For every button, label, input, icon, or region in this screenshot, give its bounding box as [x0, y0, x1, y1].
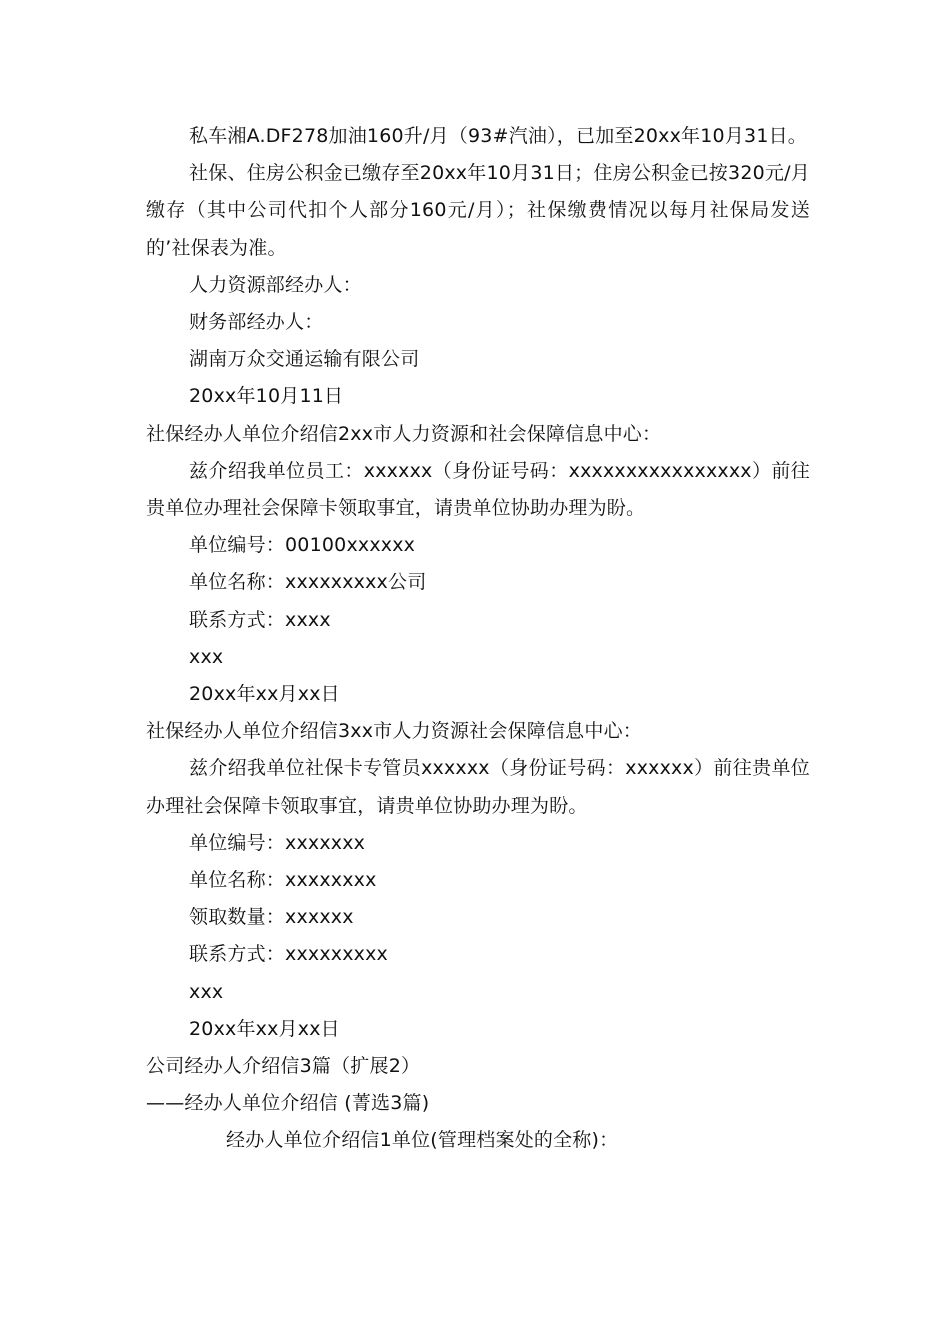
paragraph-letter-3-body: 兹介绍我单位社保卡专管员xxxxxx（身份证号码：xxxxxx）前往贵单位办理社会保障卡领取事宜，请贵单位协助办理为盼。 [146, 757, 810, 817]
heading-selected: ——经办人单位介绍信 (菁选3篇) [146, 1092, 430, 1115]
paragraph-date-1: 20xx年10月11日 [189, 385, 344, 408]
paragraph-finance-handler: 财务部经办人： [189, 311, 324, 334]
paragraph-letter-2-date: 20xx年xx月xx日 [189, 683, 340, 706]
paragraph-letter-2-unit-id: 单位编号：00100xxxxxx [189, 534, 416, 557]
paragraph-letter-3-contact: 联系方式：xxxxxxxxx [189, 943, 388, 966]
document-body [146, 118, 810, 1160]
paragraph-letter-1-start: 经办人单位介绍信1单位(管理档案处的全称)： [226, 1129, 619, 1152]
paragraph-letter-2-signer: xxx [189, 645, 224, 668]
heading-letter-2: 社保经办人单位介绍信2xx市人力资源和社会保障信息中心： [146, 422, 662, 445]
paragraph-letter-3-quantity: 领取数量：xxxxxx [189, 906, 354, 929]
paragraph-company-name: 湖南万众交通运输有限公司 [189, 348, 420, 371]
paragraph-letter-2-contact: 联系方式：xxxx [189, 608, 331, 631]
paragraph-letter-2-unit-name: 单位名称：xxxxxxxxx公司 [189, 571, 427, 594]
heading-letter-3: 社保经办人单位介绍信3xx市人力资源社会保障信息中心： [146, 720, 642, 743]
paragraph-letter-3-unit-id: 单位编号：xxxxxxx [189, 831, 366, 854]
paragraph-letter-3-unit-name: 单位名称：xxxxxxxx [189, 869, 377, 892]
paragraph-letter-3-date: 20xx年xx月xx日 [189, 1017, 340, 1040]
paragraph-fuel-record: 私车湘A.DF278加油160升/月（93#汽油），已加至20xx年10月31日。 [189, 125, 808, 147]
heading-extension: 公司经办人介绍信3篇（扩展2） [146, 1055, 421, 1078]
paragraph-letter-3-signer: xxx [189, 980, 224, 1003]
paragraph-social-security: 社保、住房公积金已缴存至20xx年10月31日；住房公积金已按320元/月缴存（其中公司代扣个人部分160元/月）；社保缴费情况以每月社保局发送的’社保表为准。 [146, 162, 810, 259]
paragraph-letter-2-body: 兹介绍我单位员工：xxxxxx（身份证号码：xxxxxxxxxxxxxxxx）前往贵单位办理社会保障卡领取事宜，请贵单位协助办理为盼。 [146, 459, 810, 520]
paragraph-hr-handler: 人力资源部经办人： [189, 273, 362, 296]
